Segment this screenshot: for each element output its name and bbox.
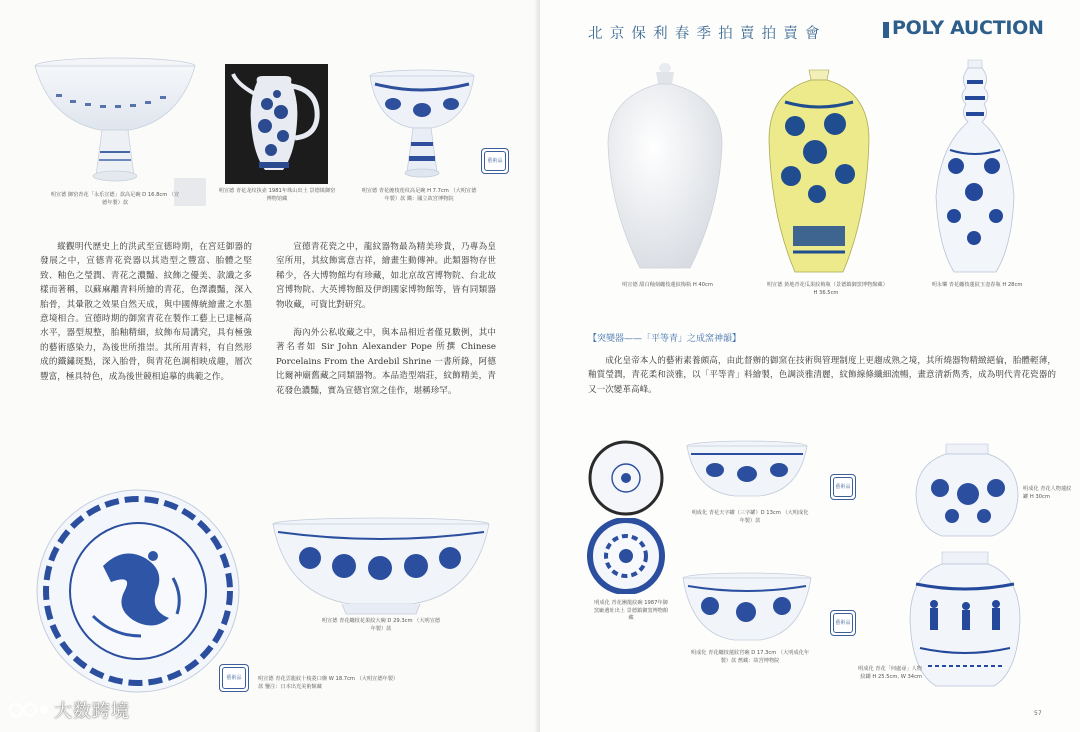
caption-palace-bowl: 明成化 青花纏枝蓮紋宮碗 D 17.3cm （大明成化年製）款 舊藏：故宮博物院	[690, 650, 810, 664]
page-number: 57	[1034, 710, 1042, 717]
caption-figure-jar: 明成化 青花「何處尋」人物紋罐 H 25.5cm, W 34cm	[858, 666, 922, 680]
right-body-text	[588, 354, 1056, 416]
stem-cup-blue-image	[365, 66, 479, 182]
white-vase-image	[600, 58, 730, 280]
brand-logo: POLY AUCTION	[892, 17, 1044, 39]
collection-stamp: 藝術品	[830, 610, 856, 636]
caption-ewer: 明宣德 青花龙纹执壶 1981年珠山出土 景德镇御窑博物馆藏	[218, 188, 336, 202]
jar-image	[912, 440, 1022, 540]
fruit-bowl-image	[270, 516, 492, 616]
body-paragraph: 海內外公私收藏之中，與本品相近者僅見數例，其中著名者如 Sir John Alexander Pope 所撰 Chinese Porcelains From the Ardebil Shrine 一書所錄，阿德比爾神廟舊藏之同類器物。本品造型端莊，紋飾精美，青花發色濃豔，實為宣德官窯之佳作，堪稱珍罕。	[276, 328, 496, 396]
section-title: 【突變器——「平等青」之成窯神韻】	[588, 334, 742, 344]
caption-yellow-vase: 明宣德 黃地青花瓜果紋梅瓶（景德鎮御窯博物館藏）H 36.5cm	[766, 282, 886, 296]
header-title: 北京保利春季拍賣拍賣會	[588, 26, 827, 42]
collection-stamp: 藝術品	[219, 664, 249, 692]
collection-stamp: 藝術品	[830, 474, 856, 500]
right-page	[540, 0, 1080, 732]
watermark-logo-icon	[8, 699, 50, 721]
body-paragraph: 成化皇帝本人的藝術素養頗高，由此督辦的御窯在技術與管理制度上更趨成熟之境，其所燒器物精緻絕倫，胎體輕薄，釉質瑩潤，青花柔和淡雅，以「平等青」料繪製，色調淡雅清麗，紋飾線條纖細流暢，畫意清新雋秀，成為明代青花瓷器的又一次變革高峰。	[588, 356, 1056, 395]
collection-stamp: 藝術品	[481, 148, 509, 174]
stem-cup-image	[30, 52, 200, 190]
body-paragraph: 縱觀明代歷史上的洪武至宣德時期，在宮廷御器的發展之中，宣德青花瓷器以其造型之豐富、胎體之堅致、釉色之瑩潤、青花之濃豔、紋飾之優美、款識之多樣而著稱，以蘇麻離青料所繪的青花，色澤濃豔，深入胎骨，其暈散之效果自然天成，與中國傳統繪畫之水墨意境相合。宣德時期的御窯青花在製作工藝上已達極高水平，器型規整，胎釉精細，紋飾布局講究，具有極強的藝術感染力，為後世所推崇。其所用青料，有自然形成的鐵鏽斑點，深入胎骨，與青花色調相映成趣，層次豐富，極具特色，成為後世競相追摹的典範之作。	[40, 242, 252, 382]
bottle-vase-image	[930, 56, 1020, 280]
ewer-photo	[225, 64, 328, 184]
caption-jar: 明成化 青花人物蓮紋罐 H 30cm	[1023, 486, 1072, 500]
caption-bottle-vase: 明永樂 青花纏枝蓮紋玉壺春瓶 H 28cm	[931, 282, 1023, 288]
caption-stem-cup-2: 明宣德 青花缠枝莲纹高足碗 H 7.7cm （大明宣德年製）款 鐫：國立故宮博物院	[361, 188, 477, 202]
body-paragraph: 宣德青花瓷之中，龍紋器物最為精美珍貴，乃專為皇室所用，其紋飾寓意吉祥，繪畫生動傳神。此類器物存世稀少，各大博物館均有珍藏，如北京故宮博物院、台北故宮博物院、大英博物館及伊朗國家博物館等，皆有同類器物收藏，可資比對研究。	[276, 242, 496, 310]
caption-white-vase: 明宣德 甜白釉刻纏枝蓮紋梅瓶 H 40cm	[622, 282, 713, 288]
bowl-interior-image	[586, 440, 666, 516]
watermark	[8, 697, 130, 723]
body-column-2	[276, 240, 496, 472]
bowl-interior-image-2	[586, 518, 666, 594]
caption-stem-cup: 明宣德 御窑青花「永乐宣德」款高足碗 D 16.8cm （宣德年製）款	[50, 192, 180, 206]
caption-bowl-interior: 明成化 青花團龍紋碗 1987年御窯廠遺址出土 景德鎮御窯博物館藏	[593, 600, 669, 621]
body-column-1	[40, 240, 252, 472]
yellow-vase-image	[765, 66, 873, 280]
caption-cup: 明成化 青花天字罐（三字罐）D 13cm （大明成化年製）款	[691, 510, 809, 524]
cup-image	[685, 440, 809, 502]
ewer-image	[225, 64, 328, 184]
poly-logo-icon	[883, 22, 889, 38]
watermark-text: 大数跨境	[54, 701, 130, 722]
caption-fruit-bowl: 明宣德 青花纏枝花果紋大碗 D 29.3cm （大明宣德年製）款	[321, 618, 441, 632]
palace-bowl-image	[680, 572, 814, 646]
dragon-dish-image	[33, 486, 243, 696]
figure-jar-image	[906, 548, 1024, 690]
caption-dragon-dish: 明宣德 青花雲龍紋十棱菱口盤 W 18.7cm （大明宣德年製）款 鑒注：日本出光美術館藏	[258, 676, 396, 690]
